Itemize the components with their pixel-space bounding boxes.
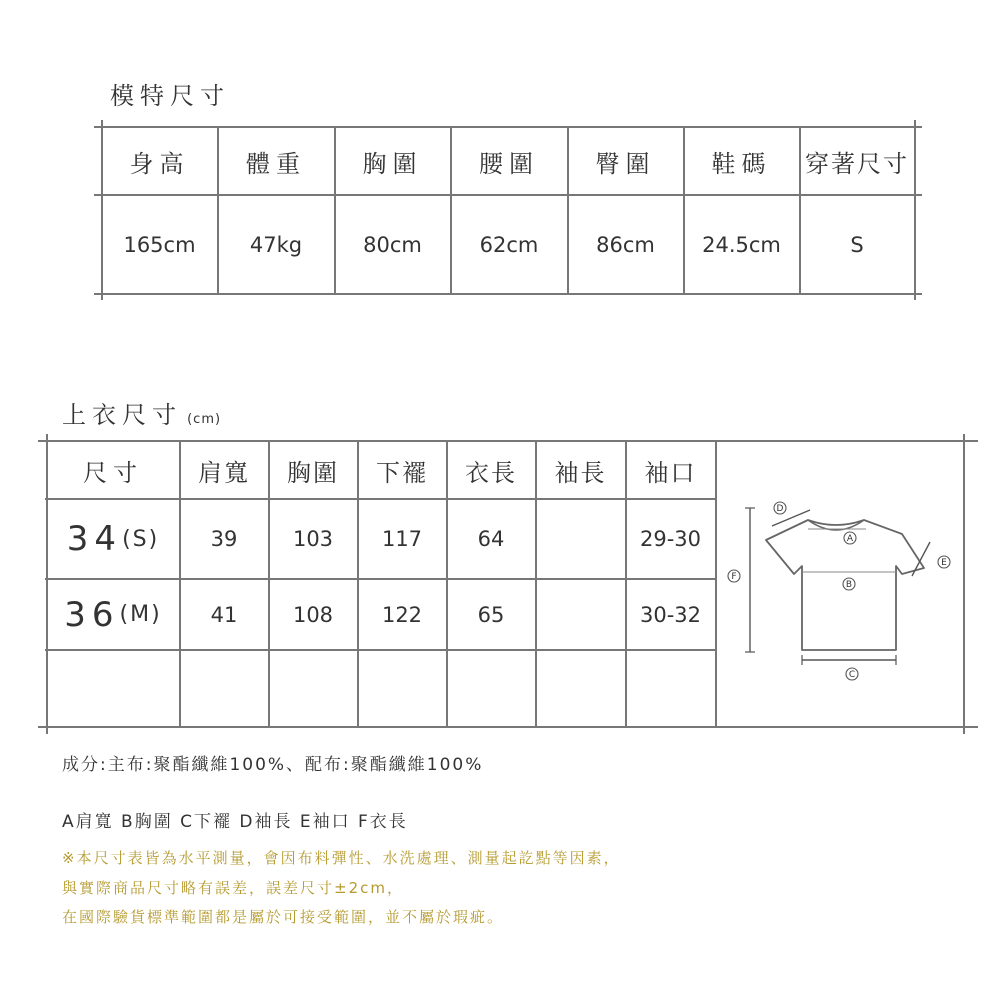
m-cuff-value: 30-32 — [639, 602, 702, 627]
label-c: C — [848, 670, 856, 680]
label-f-marker — [728, 570, 740, 582]
top-header-shoulder: 肩寬 — [198, 458, 250, 487]
label-e-marker — [938, 556, 950, 568]
label-f: F — [731, 572, 737, 582]
size-suffix-s: (S) — [122, 526, 160, 552]
top-header-hem: 下襬 — [376, 458, 428, 487]
top-header-length: 衣長 — [465, 458, 517, 487]
model-value-waist: 62cm — [479, 232, 539, 257]
top-section-heading — [62, 395, 221, 430]
label-b-marker — [843, 578, 855, 590]
label-a: A — [846, 534, 854, 544]
size-suffix-m: (M) — [119, 602, 162, 627]
disclaimer-line-3: 在國際驗貨標準範圍都是屬於可接受範圍，並不屬於瑕疵。 — [62, 908, 505, 926]
label-a-marker — [844, 532, 856, 544]
size-number-m: 36 — [64, 594, 120, 635]
m-length-value: 65 — [477, 602, 505, 627]
model-value-bust: 80cm — [363, 232, 422, 257]
s-hem-value: 117 — [381, 527, 423, 551]
model-value-hip: 86cm — [596, 232, 655, 257]
s-cuff-value: 29-30 — [639, 527, 702, 551]
label-b: B — [845, 580, 853, 590]
model-header-wear-size: 穿著尺寸 — [805, 149, 909, 178]
s-shoulder-value: 39 — [210, 527, 238, 551]
model-value-height: 165cm — [123, 232, 196, 257]
model-header-hip: 臀圍 — [595, 149, 656, 178]
disclaimer-line-2: 與實際商品尺寸略有誤差，誤差尺寸±2cm， — [62, 879, 404, 897]
m-chest-value: 108 — [292, 602, 334, 627]
label-e: E — [941, 558, 947, 568]
label-c-marker — [846, 668, 858, 680]
model-header-bust: 胸圍 — [362, 149, 423, 178]
top-header-size: 尺寸 — [83, 458, 143, 487]
top-header-cuff: 袖口 — [644, 458, 697, 487]
material-note: 成分:主布:聚酯纖維100%、配布:聚酯纖維100% — [62, 755, 484, 775]
disclaimer-line-1: ※本尺寸表皆為水平測量，會因布料彈性、水洗處理、測量起訖點等因素， — [62, 849, 621, 867]
top-section-title: 上衣尺寸 — [62, 401, 182, 429]
size-label-s — [47, 500, 179, 578]
model-header-weight: 體重 — [246, 149, 306, 178]
measurement-legend: A肩寬 B胸圍 C下襬 D袖長 E袖口 F衣長 — [62, 812, 408, 832]
s-sleeve-length-value — [536, 500, 625, 578]
model-header-shoe: 鞋碼 — [711, 149, 772, 178]
label-d: D — [776, 504, 784, 514]
label-d-marker — [774, 502, 786, 514]
size-number-s: 34 — [66, 519, 123, 559]
tshirt-measurement-diagram — [716, 490, 962, 690]
model-header-waist: 腰圍 — [479, 149, 539, 178]
top-header-sleeve-length: 袖長 — [554, 458, 607, 487]
top-header-chest: 胸圍 — [287, 458, 339, 487]
size-label-m — [47, 580, 179, 649]
s-length-value: 64 — [477, 527, 505, 551]
m-hem-value: 122 — [381, 602, 423, 627]
top-section-unit: (cm) — [187, 412, 222, 427]
model-value-shoe: 24.5cm — [702, 232, 781, 257]
cuff-measure-line — [912, 542, 930, 576]
model-header-height: 身高 — [129, 149, 190, 178]
model-section-title: 模特尺寸 — [110, 82, 230, 110]
model-value-wear-size: S — [850, 232, 864, 257]
s-chest-value: 103 — [292, 527, 334, 551]
m-shoulder-value: 41 — [210, 602, 238, 627]
m-sleeve-length-value — [536, 580, 625, 649]
model-value-weight: 47kg — [249, 232, 303, 257]
